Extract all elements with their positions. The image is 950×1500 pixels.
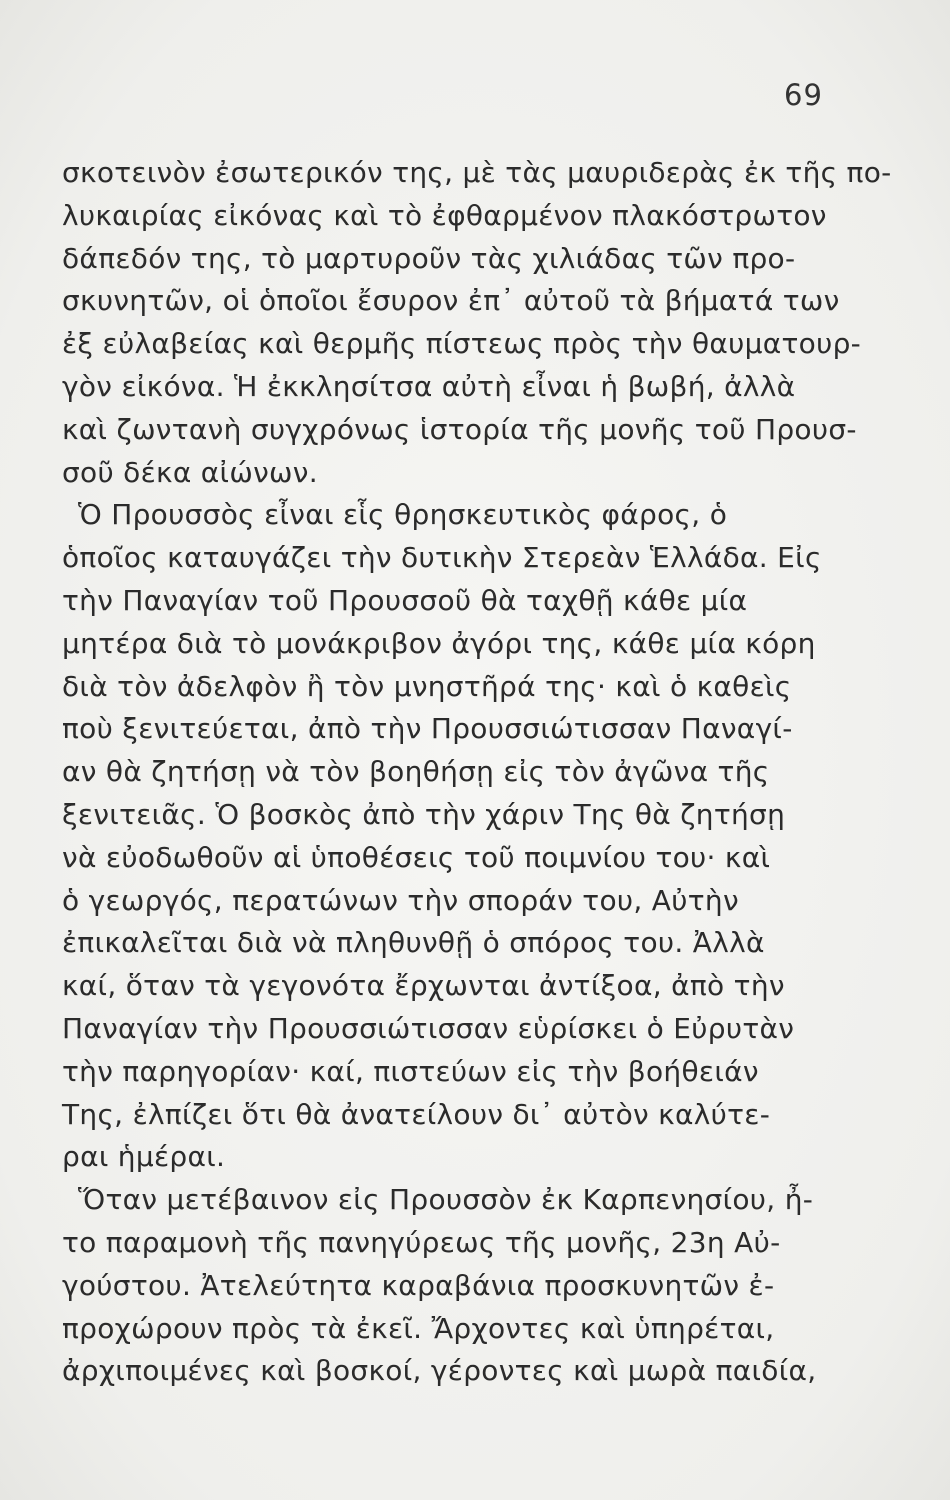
text-line: προχώρουν πρὸς τὰ ἐκεῖ. Ἄρχοντες καὶ ὑπηρέται, [62,1311,775,1345]
text-line: ὁποῖος καταυγάζει τὴν δυτικὴν Στερεὰν Ἑλλάδα. Εἰς [62,541,822,575]
text-line: ραι ἡμέραι. [62,1140,226,1174]
page-number: 69 [784,78,823,112]
text-line: Της, ἐλπίζει ὅτι θὰ ἀνατείλουν δι᾽ αὐτὸν καλύτε- [62,1097,771,1131]
text-line: γούστου. Ἀτελεύτητα καραβάνια προσκυνητῶν ἐ- [62,1268,775,1302]
text-line: διὰ τὸν ἀδελφὸν ἢ τὸν μνηστῆρά της· καὶ ὁ καθεὶς [62,669,792,703]
text-line: ὁ γεωργός, περατώνων τὴν σποράν του, Αὐτὴν [62,883,739,917]
text-line: ἀρχιποιμένες καὶ βοσκοί, γέροντες καὶ μωρὰ παιδία, [62,1354,817,1388]
text-line: σκυνητῶν, οἱ ὁποῖοι ἔσυρον ἐπ᾽ αὐτοῦ τὰ βήματά των [62,284,840,318]
text-line: αν θὰ ζητήσῃ νὰ τὸν βοηθήσῃ εἰς τὸν ἀγῶνα τῆς [62,755,770,789]
text-line: ξενιτειᾶς. Ὁ βοσκὸς ἀπὸ τὴν χάριν Της θὰ ζητήσῃ [62,797,786,831]
text-line: καί, ὅταν τὰ γεγονότα ἔρχωνται ἀντίξοα, ἀπὸ τὴν [62,969,785,1003]
text-line: νὰ εὐοδωθοῦν αἱ ὑποθέσεις τοῦ ποιμνίου του· καὶ [62,840,771,874]
body-text [62,152,892,1393]
text-line: το παραμονὴ τῆς πανηγύρεως τῆς μονῆς, 23η Αὐ- [62,1225,781,1259]
text-line: γὸν εἰκόνα. Ἡ ἐκκλησίτσα αὐτὴ εἶναι ἡ βωβή, ἀλλὰ [62,369,796,403]
text-line: ποὺ ξενιτεύεται, ἀπὸ τὴν Προυσσιώτισσαν Παναγί- [62,712,793,746]
text-line: Παναγίαν τὴν Προυσσιώτισσαν εὑρίσκει ὁ Εὐρυτὰν [62,1011,795,1045]
text-line: δάπεδόν της, τὸ μαρτυροῦν τὰς χιλιάδας τῶν προ- [62,241,796,275]
text-line: τὴν παρηγορίαν· καί, πιστεύων εἰς τὴν βοήθειάν [62,1054,759,1088]
text-line: σκοτεινὸν ἐσωτερικόν της, μὲ τὰς μαυριδερὰς ἐκ τῆς πο- [62,156,892,189]
text-line: καὶ ζωντανὴ συγχρόνως ἱστορία τῆς μονῆς τοῦ Προυσ- [62,412,857,446]
text-line: ἐπικαλεῖται διὰ νὰ πληθυνθῇ ὁ σπόρος του. Ἀλλὰ [62,926,765,960]
paragraph-start-line: Ὅταν μετέβαινον εἰς Προυσσὸν ἐκ Καρπενησίου, ἦ- [78,1183,814,1217]
text-line: ἐξ εὐλαβείας καὶ θερμῆς πίστεως πρὸς τὴν θαυματουρ- [62,327,862,361]
text-line: τὴν Παναγίαν τοῦ Προυσσοῦ θὰ ταχθῇ κάθε μία [62,583,748,617]
paragraph-start-line: Ὁ Προυσσὸς εἶναι εἷς θρησκευτικὸς φάρος, ὁ [78,498,728,532]
text-line: λυκαιρίας εἰκόνας καὶ τὸ ἐφθαρμένον πλακόστρωτον [62,198,827,232]
text-line: σοῦ δέκα αἰώνων. [62,455,318,489]
text-line: μητέρα διὰ τὸ μονάκριβον ἀγόρι της, κάθε μία κόρη [62,626,816,660]
